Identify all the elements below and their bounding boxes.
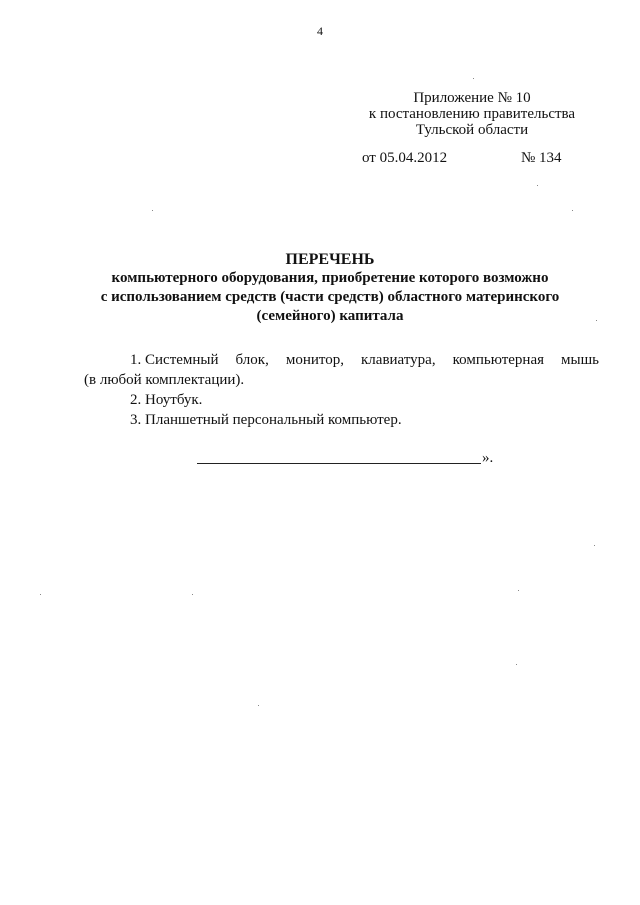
list-item: 2. Ноутбук. (130, 392, 203, 408)
list-item-continuation: (в любой комплектации). (84, 372, 245, 388)
page-number: 4 (317, 24, 323, 38)
appendix-block (362, 90, 582, 138)
subtitle-line: компьютерного оборудования, приобретение которого возможно (111, 270, 549, 286)
scan-speck (572, 210, 573, 211)
scan-speck (516, 664, 517, 665)
title-block (80, 250, 580, 326)
subtitle-line: с использованием средств (части средств) областного материнского (100, 289, 560, 305)
scan-speck (152, 210, 153, 211)
closing-line-block (197, 450, 497, 468)
list-item (108, 350, 599, 370)
scan-speck (258, 705, 259, 706)
closing-quote: ». (482, 450, 494, 466)
document-date: от 05.04.2012 (362, 150, 448, 166)
appendix-resolution-ref: к постановлению правительства (368, 106, 576, 122)
scan-speck (537, 185, 538, 186)
scan-speck (40, 594, 41, 595)
appendix-region: Тульской области (415, 122, 529, 138)
scan-speck (594, 545, 595, 546)
list-item-word: компьютерная (452, 352, 545, 368)
document-title: ПЕРЕЧЕНЬ (285, 251, 375, 268)
scan-speck (596, 320, 597, 321)
scan-speck (518, 590, 519, 591)
closing-rule (197, 463, 481, 464)
subtitle-line: (семейного) капитала (256, 308, 404, 324)
list-item-word: мышь (561, 352, 599, 368)
list-item-word: клавиатура, (361, 352, 436, 368)
appendix-title: Приложение № 10 (413, 90, 531, 106)
document-number: № 134 (521, 150, 562, 166)
equipment-list (84, 350, 599, 430)
list-item-word: 1. Системный (130, 352, 219, 368)
list-item-word: монитор, (285, 352, 344, 368)
list-item: 3. Планшетный персональный компьютер. (130, 412, 402, 428)
scan-speck (473, 78, 474, 79)
list-item-word: блок, (235, 352, 269, 368)
scan-speck (192, 594, 193, 595)
